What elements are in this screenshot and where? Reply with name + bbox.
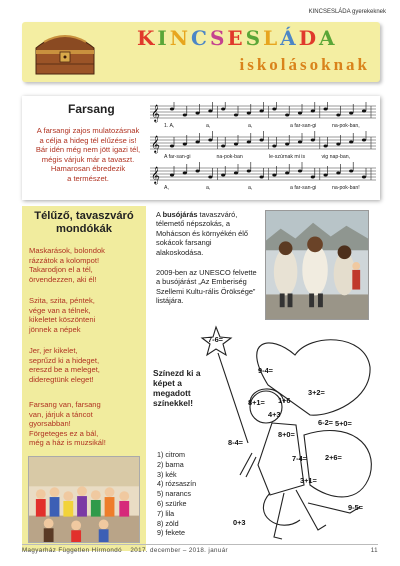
music-note	[260, 176, 264, 179]
coloring-sum: 7-6=	[208, 335, 223, 344]
music-note	[183, 114, 187, 117]
music-note	[234, 172, 238, 175]
lyric-syllable: A,	[164, 185, 169, 191]
music-note	[298, 112, 302, 115]
treasure-chest-icon	[30, 28, 100, 76]
lyric-syllable: 1. A,	[164, 123, 175, 129]
brand-letter: D	[298, 26, 320, 50]
music-note	[311, 110, 315, 113]
magazine-subtitle: iskolásoknak	[239, 55, 370, 74]
music-note	[208, 110, 212, 113]
lyric-syllable: na-pok-ban,	[332, 123, 360, 129]
lyric-syllable: a,	[206, 185, 211, 191]
rhyme-block: Maskarások, bolondok rázzátok a kolompot! Takarodjon el a tél, örvendezzen, aki él!	[29, 246, 105, 284]
music-note	[349, 170, 353, 173]
legend-item: 5) narancs	[157, 489, 191, 499]
rhyme-block: Szita, szita, péntek, vége van a télnek, kikeletet köszönteni jönnek a népek	[29, 296, 96, 334]
legend-item: 9) fekete	[157, 528, 185, 538]
legend-item: 2) barna	[157, 459, 184, 469]
coloring-sum: 1+6	[278, 396, 291, 405]
legend-item: 4) rózsaszín	[157, 479, 197, 489]
music-note	[272, 145, 276, 148]
lyric-syllable: a far-san-gi	[290, 123, 317, 129]
music-note	[336, 114, 340, 117]
music-note	[272, 108, 276, 111]
music-note	[183, 143, 187, 146]
lyric-syllable: le-szúrnak mi is	[269, 154, 306, 160]
sheet-music-score	[150, 102, 376, 196]
music-note	[311, 176, 315, 179]
music-note	[311, 139, 315, 142]
music-note	[324, 108, 328, 111]
music-note	[234, 114, 238, 117]
magazine-section-label: KINCSESLÁDA gyerekeknek	[308, 9, 386, 15]
coloring-sum: 0+3	[233, 518, 246, 527]
footer-publication: Magyarház Független Hírmondó	[22, 547, 122, 554]
farsang-title: Farsang	[68, 102, 115, 116]
music-note	[324, 174, 328, 177]
treble-clef-icon: 𝄞	[151, 104, 160, 122]
coloring-sum: 8-4=	[228, 438, 243, 447]
music-note	[183, 172, 187, 175]
unesco-text: 2009-ben az UNESCO felvette a busójárást „Az Emberiség Szellemi Kultu-rális Öröksége” listájára.	[156, 268, 257, 306]
music-note	[349, 141, 353, 144]
brand-letter: I	[157, 26, 170, 50]
music-note	[285, 114, 289, 117]
page-footer	[22, 544, 378, 554]
music-note	[336, 172, 340, 175]
brand-letter: A	[319, 26, 338, 50]
brand-letter: C	[191, 26, 210, 50]
music-note	[221, 108, 225, 111]
lyric-syllable: vig nap-ban,	[321, 154, 351, 160]
children-costume-photo	[28, 456, 140, 543]
treble-clef-icon: 𝄞	[151, 166, 160, 184]
music-note	[298, 170, 302, 173]
lyric-syllable: na-pok-ban!	[332, 185, 360, 191]
brand-letter: S	[245, 26, 264, 50]
legend-item: 3) kék	[157, 469, 177, 479]
footer-dates: 2017. december – 2018. január	[130, 547, 229, 554]
music-note	[247, 112, 251, 115]
coloring-sum: 7-4=	[292, 454, 307, 463]
music-note	[260, 110, 264, 113]
music-note	[362, 139, 366, 142]
mondokak-panel	[22, 206, 146, 551]
magazine-brand-title	[137, 26, 338, 50]
coloring-sum: 3+2=	[308, 388, 325, 397]
coloring-sum: 9-4=	[258, 366, 273, 375]
music-note	[285, 172, 289, 175]
busojaras-photo	[265, 210, 369, 320]
fairy-coloring-picture	[200, 325, 385, 547]
music-note	[196, 170, 200, 173]
legend-item: 8) zöld	[157, 518, 179, 528]
brand-letter: L	[263, 26, 281, 50]
brand-letter: K	[137, 26, 158, 50]
lyric-syllable: a far-san-gi	[290, 185, 317, 191]
lyric-syllable: A far-san-gi	[164, 154, 191, 160]
brand-letter: Á	[280, 26, 299, 50]
treble-clef-icon: 𝄞	[151, 135, 160, 153]
page-number: 11	[370, 547, 378, 554]
music-note	[170, 145, 174, 148]
music-note	[298, 141, 302, 144]
coloring-sum: 6-2=	[318, 418, 333, 427]
music-note	[221, 174, 225, 177]
music-note	[362, 110, 366, 113]
music-note	[247, 141, 251, 144]
music-note	[208, 176, 212, 179]
music-note	[196, 141, 200, 144]
coloring-sum: 8+0=	[278, 430, 295, 439]
color-legend	[157, 450, 196, 538]
coloring-sum: 5+0=	[335, 419, 352, 428]
music-note	[208, 139, 212, 142]
coloring-sum: 3+1=	[300, 476, 317, 485]
lyric-syllable: a,	[248, 123, 253, 129]
music-note	[285, 143, 289, 146]
music-note	[324, 145, 328, 148]
music-note	[170, 108, 174, 111]
brand-letter: N	[169, 26, 192, 50]
farsang-section	[22, 96, 380, 200]
music-note	[336, 143, 340, 146]
music-note	[272, 174, 276, 177]
music-note	[234, 143, 238, 146]
coloring-sum: 4+3	[268, 410, 281, 419]
legend-item: 6) szürke	[157, 498, 187, 508]
coloring-sum: 2+6=	[325, 453, 342, 462]
lyric-syllable: na-pok-ban	[216, 154, 243, 160]
mondokak-title: Télűző, tavaszváró mondókák	[34, 210, 134, 235]
coloring-instruction: Színezd ki a képet a megadott színekkel!	[153, 368, 201, 408]
music-note	[247, 170, 251, 173]
brand-letter: E	[227, 26, 246, 50]
music-note	[196, 112, 200, 115]
farsang-intro-text: A farsangi zajos mulatozásnak a célja a hideg tél elűzése is! Bár idén még nem jött igazi tél, mégis várjuk már a tavaszt. Hamarosan ébredezik a természet.	[35, 126, 141, 183]
lyric-syllable: a,	[248, 185, 253, 191]
music-note	[349, 112, 353, 115]
brand-letter: S	[209, 26, 228, 50]
music-note	[170, 174, 174, 177]
legend-item: 1) citrom	[157, 450, 185, 459]
music-note	[260, 139, 264, 142]
music-note	[221, 145, 225, 148]
lyric-syllable: a,	[206, 123, 211, 129]
coloring-sum: 9-5=	[348, 503, 363, 512]
legend-item: 7) lila	[157, 508, 175, 518]
rhyme-block: Jer, jer kikelet, seprűzd ki a hideget, ereszd be a meleget, dideregtünk eleget!	[29, 346, 100, 384]
music-note	[362, 176, 366, 179]
coloring-sum: 8+1=	[248, 398, 265, 407]
rhyme-block: Farsang van, farsang van, járjuk a táncot gyorsabban! Förgeteges ez a bál, még a ház is muzsikál!	[29, 400, 106, 447]
busojaras-text: A busójárás tavaszváró, télemető népszokás, a Mohácson és környékén élő sokácok farsangi alakoskodása.	[156, 210, 249, 257]
header-banner	[22, 22, 380, 82]
